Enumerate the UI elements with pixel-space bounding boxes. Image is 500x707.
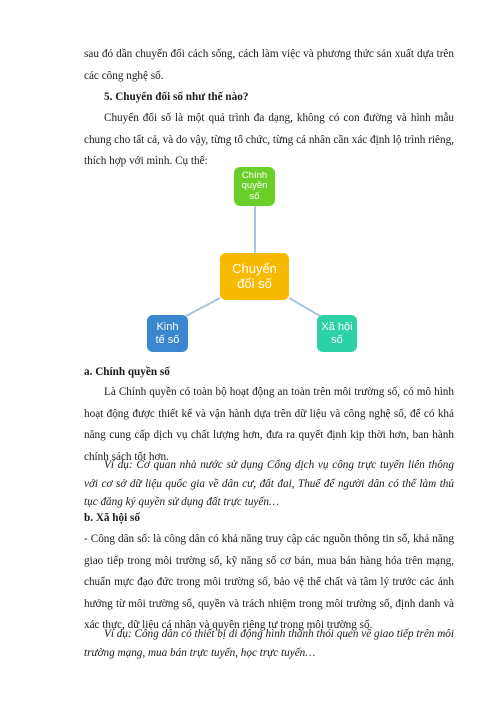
node-xa-hoi-so: Xã hội số	[317, 315, 357, 352]
node-chuyen-doi-so: Chuyển đổi số	[220, 253, 289, 300]
paragraph-cong-dan-so: - Công dân số: là công dân có khả năng truy cập các nguồn thông tin số, khả năng giao tiếp trong môi trường số, kỹ năng số cơ bản, mua bán hàng hóa trên mạng, chuẩn mực đạo đức trong môi trường số, bảo vệ thể chất và tâm lý trước các ảnh hưởng từ môi trường số, quyền và trách nhiệm trong môi trường số, định danh và xác thực, dữ liệu cá nhân và quyền riêng tư trong môi trường số.	[84, 533, 454, 632]
node-kinh-te-so: Kinh tế số	[147, 315, 188, 352]
paragraph-chinh-quyen-so: Là Chính quyền có toàn bộ hoạt động an toàn trên môi trường số, có mô hình hoạt động được thiết kế và vận hành dựa trên dữ liệu và công nghệ số, để có khả năng cung cấp dịch vụ chất lượng hơn, đưa ra quyết định kịp thời hơn, ban hành chính sách tốt hơn.	[84, 386, 454, 463]
node-chinh-quyen-so: Chính quyền số	[234, 167, 275, 206]
section-heading-a: a. Chính quyền số	[84, 366, 170, 378]
example-2: Ví dụ: Công dân có thiết bị di động hình thành thói quen về giao tiếp trên môi trường mạng, mua bán trực tuyến, học trực tuyến…	[84, 628, 454, 659]
intro-paragraph: sau đó dần chuyển đổi cách sống, cách làm việc và phương thức sản xuất dựa trên các công nghệ số.	[84, 48, 454, 82]
example-1: Ví dụ: Cơ quan nhà nước sử dụng Cổng dịch vụ công trực tuyến liên thông với cơ sở dữ liệu quốc gia về dân cư, đất đai, Thuế để người dân có thể làm thủ tục đăng ký quyền sử dụng đất trực tuyến…	[84, 459, 454, 508]
connector-right	[289, 298, 320, 316]
section-heading-b: b. Xã hội số	[84, 512, 140, 524]
section-heading-5: 5. Chuyển đổi số như thế nào?	[104, 91, 249, 103]
connector-left	[186, 298, 220, 316]
paragraph-process: Chuyển đổi số là một quá trình đa dạng, không có con đường và hình mẫu chung cho tất cả, và do vậy, từng tổ chức, từng cá nhân cần xác định lộ trình riêng, thích hợp với mình. Cụ thể:	[84, 112, 454, 168]
